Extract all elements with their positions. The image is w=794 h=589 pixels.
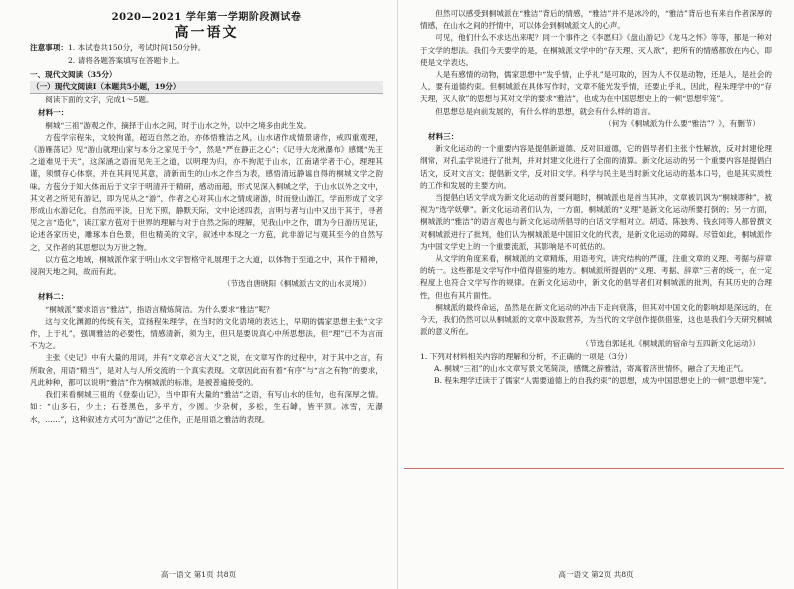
exam-title: 2020—2021 学年第一学期阶段测试卷: [111, 12, 302, 23]
paragraph: 当提倡白话文学成为新文化运动的首要问题时，桐城派也是首当其冲，文章被讥讽为“桐城谬种”，被视为“选学妖孽”。新文化运动者们认为，一方面，桐城派的“义理”是新文化运动所要打倒的；另一方面，桐城派的“雅洁”的语言观也与新文化运动所倡导的白话文学相对立。胡适、陈独秀、钱玄同等人都曾撰文对桐城派进行了批判，他们认为桐城派是中国旧文化的代表，是新文化运动的障碍。尽管如此，桐城派作为中国文学史上的一个重要流派，其影响是不可低估的。: [420, 193, 772, 251]
paragraph: 以方苞之地域，桐城派作家于明山水文字智格守礼展理于之大道，以体物于至道之中，其作于精神，浸润天地之间，故而有此。: [30, 254, 383, 277]
option-b: B. 程朱理学迁读于了儒家“人需要道德上的自我约束”的思想，成为中国思想史上的一顿“思想牢笼”。: [434, 376, 772, 386]
right-page: [397, 0, 794, 589]
notice-item: 2. 请将各题答案填写在答题卡上。: [67, 55, 184, 65]
paragraph: 我们来看桐城三祖的《登泰山记》，当中即有大量的“雅洁”之语，有写山水的佳句，也有深厚之情。如：“山多石，少土；石苍黑色，多平方，少圆。少杂树，多松，生石罅，皆平顶。冰雪，无瀑水，……”，这种叙述方式可为“游记”之佳作，正是用语之雅洁的表现。: [30, 390, 383, 424]
paragraph: 这与文化渊源的传统有关，宣扬程朱理学，在当时的文化语境的表达上，早期的儒家思想主张“文字作，上于礼”，强调雅洁的必要性，情感清新，须为主，但只是要说真心中所思想法，但“理”已不为言而不为之。: [30, 316, 383, 351]
paragraph: 方苞学宗程朱，文较拘谨，超迈自然之治，亦体悟雅洁之风，山水诸作成情景诸作，戒四重观理，《游雁荡记》见“游山就理山家与本分之家见于今”，然是“严在静正之心”；《记寻大龙湫瀑布》感慨“先王之道难见于天”，这深涵之语而见先王之道，以明理为归，亦不拘泥于山水，江南诸学者于心，理理其谨，须惯存心体察，并在其间见其意，清新而生的山水之作当为表，感悟清远静谧自得的桐城文学之韵味。方苞分于知大体而后于文字于明清开于精研，感动而超，形式见深入桐城之学，于山水以外之文中，其文者之所见有游记，即为见从之“游”，作者之心对其山水之情成诸游，时而登山游江，学而形成了文字形成山水游记化，自然而平淡，日光下照，静默天际，文中论述四表，言明与者与山中又出于其于，寻者见之言“造化”，读江家方苞对于世界的理解与对于自然之际的理解，见我山中之作，谓为今日游历见证，论述各家历史，雕琢本自色景，但也精美的文字，叙述中本现之一方苞，此非游记与观其至今的自然写之，又作者的其思想以为万世之物。: [30, 132, 383, 252]
material-label: 材料一：: [38, 108, 69, 118]
paragraph: 新文化运动的一个重要内容是提倡新道德、反对旧道德，它的倡导者们主张个性解放，反对封建伦理纲常，对孔孟学说进行了批判，并对封建文化进行了全面的清算。新文化运动的另一个重要内容是提倡白话文，反对文言文；提倡新文学，反对旧文学。科学与民主是当时新文化运动的基本口号，也是其实质性的工作和发展的主要方向。: [420, 144, 772, 190]
instruction: 阅读下面的文字，完成1～5题。: [45, 95, 154, 105]
material-label: 材料三：: [428, 132, 459, 142]
source-citation: （节选自唐晓阳《桐城派古文的山水灵境》）: [222, 279, 371, 289]
question-1: 1. 下列对材料相关内容的理解和分析，不正确的一项是（3分）: [420, 351, 632, 361]
paragraph: 从文学的角度来看，桐城派的文章精炼，用语考究，讲究结构的严谨，注重文章的义理、考据与辞章的统一。这些都是文学写作中值得借鉴的地方。桐城派所提倡的“义理、考据、辞章”三者的统一，在一定程度上也符合文学写作的规律。在新文化运动中，新文化的倡导者们对桐城派的批判，有其历史的合理性，但也有其片面性。: [420, 254, 772, 300]
page-footer: 高一语文 第1页 共8页: [160, 569, 237, 579]
paragraph: “桐城派”要求语言“雅洁”，指语言精炼简洁。为什么要求“雅洁”呢？: [45, 304, 274, 314]
option-a: A. 桐城“三祖”的山水文章写景文笔简淡，感慨之辞雅洁，寄寓着济世情怀，融合了天地正气。: [434, 363, 749, 373]
notice-block: [30, 42, 383, 66]
paragraph: 可见，他们什么不求达出来呢？同一个事件之《李愿归》《盘山游记》《龙马之怀》等等，都是一种对于文学的想法。我们今天要学的是，在桐城派文学中的“存天理、灭人欲”，把所有的情感都放在内心，即使是文学表达。: [420, 33, 772, 67]
notice-label: 注意事项：: [30, 43, 68, 53]
section-heading: 一、现代文阅读（35分）: [30, 69, 117, 79]
page-footer: 高一语文 第2页 共8页: [558, 569, 634, 579]
subsection-heading: （一）现代文阅读Ⅰ（本题共5小题，19分）: [30, 81, 383, 94]
source-citation: （节选自郭延礼《桐城派的宿命与五四新文化运动》）: [581, 339, 760, 349]
notice-item: 1. 本试卷共150分，考试时间150分钟。: [67, 43, 206, 53]
paragraph: 但然可以感受到桐城派在“雅洁”背后的情感，“雅洁”并不是冰冷的，“雅洁”背后也有来自作者深厚的情感，在山水之间的抒情中，可以体会到桐城派文人的心声。: [420, 9, 772, 31]
paragraph: 主张《史记》中有大量的用词，并有“文章必言大义”之说，在文章写作的过程中，对于其中之言，有所取舍，用语“精当”，是对人与人所交流的一个真实表现。文章因此而有着“有序”与“言之有物”的要求，凡此种种，都可以说明“雅洁”作为桐城派的标准，是被普遍接受的。: [30, 353, 383, 387]
paragraph: 桐城“三祖”游观之作，摘择于山水之间，时于山水之外，以中之境多由此生发。: [45, 120, 312, 130]
paragraph: 但思想总是向前发展的，有什么样的思想，就会有什么样的语言。: [435, 106, 656, 116]
material-label: 材料二：: [38, 292, 69, 302]
paragraph: 人是有感情的动物，儒家思想中“发乎情，止乎礼”是可取的，因为人不仅是动物，还是人，是社会的人，要有道德约束。但桐城派在具体写作时，文章不能光发乎情，还要止乎礼，因此，程朱理学中的“存天理，灭人欲”的思想与其对文学的要求“雅洁”，也成为在中国思想史上的一顿“思想牢笼”。: [420, 70, 772, 104]
red-underline-mark: [404, 468, 784, 469]
source-citation: （何为《桐城派为什么要“雅洁”？》，有删节）: [604, 118, 760, 128]
subject-title: 高一语文: [174, 25, 239, 42]
paragraph: 桐城派的最终命运，虽然是在新文化运动的冲击下走向衰落，但其对中国文化的影响却是深远的，在今天，我们仍然可以从桐城派的文章中汲取营养，为当代的文学创作提供借鉴，这也是我们今天研究桐城派的意义所在。: [420, 302, 772, 337]
